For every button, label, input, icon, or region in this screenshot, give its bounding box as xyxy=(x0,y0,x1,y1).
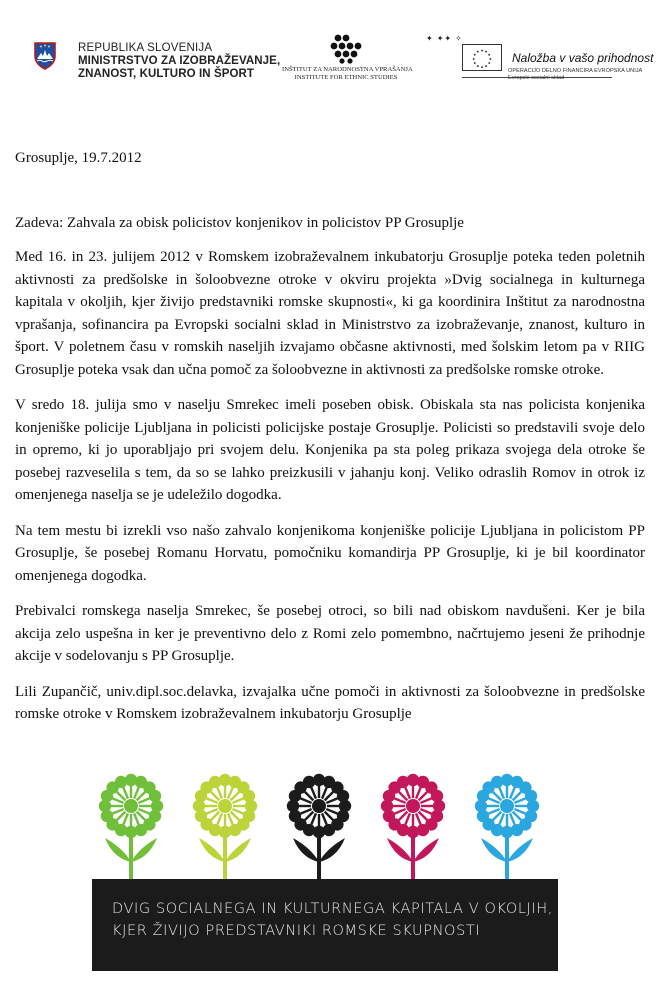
institute-line-2: INSTITUTE FOR ETHNIC STUDIES xyxy=(294,74,398,81)
project-banner-line-1: DVIG SOCIALNEGA IN KULTURNEGA KAPITALA V OKOLJIH, xyxy=(112,901,553,917)
paragraph: V sredo 18. julija smo v naselju Smrekec imeli poseben obisk. Obiskala sta nas policista konjenika konjeniške policije Ljubljana in policisti policijske postaje Grosuplje. Policisti so predstavili svoje delo in opremo, ki jo uporabljajo pri svojem delu. Konjenika pa sta poleg prikaza svojega dela otroke še posebej razveselila s tem, da so se lahko preizkusili v jahanju konj. Veliko odraslih Romov in otrok iz omenjenega naselja se je udeležilo dogodka. xyxy=(15,397,645,503)
eu-sub-line-2: Evropski socialni sklad xyxy=(508,75,565,81)
eu-logo xyxy=(418,34,654,90)
paragraph: Med 16. in 23. julijem 2012 v Romskem izobraževalnem inkubatorju Grosuplje poteka teden poletnih aktivnosti za predšolske in šoloobvezne otroke v okviru projekta »Dvig socialnega in kulturnega kapitala v okoljih, kjer živijo predstavniki romske skupnosti«, ki ga koordinira Inštitut za narodnostna vprašanja, sofinancira pa Evropski socialni sklad in Ministrstvo za izobraževanje, znanost, kulturo in šport. V poletnem času v romskih naseljih izvajamo občasne aktivnosti, med šolskim letom pa v RIIG Grosuplje poteka vsak dan učna pomoč za šoloobvezne in aktivnosti za predšolske romske otroke. xyxy=(15,249,645,378)
signature-paragraph: Lili Zupančič, univ.dipl.soc.delavka, izvajalka učne pomoči in aktivnosti za šoloobvezne in predšolske romske otroke v Romskem izobraževalnem inkubatorju Grosuplje xyxy=(15,683,645,722)
flower-icon xyxy=(287,774,351,886)
ministry-name xyxy=(78,42,280,81)
flower-icon xyxy=(99,774,163,886)
eu-flag-icon xyxy=(462,44,502,71)
flower-icon xyxy=(193,774,257,886)
project-flowers-logo xyxy=(88,768,558,888)
paragraph: Na tem mestu bi izrekli vso našo zahvalo konjenikoma konjeniške policije Ljubljana in policistom PP Grosuplje, še posebej Romanu Horvatu, pomočniku komandirja PP Grosuplje, ki je bil koordinator omenjenega dogodka. xyxy=(15,522,645,584)
paragraph: Prebivalci romskega naselja Smrekec, še posebej otroci, so bili nad obiskom navdušeni. Ker je bila akcija zelo uspešna in ker je preventivno delo z Romi zelo pomembno, načrtujemo jeseni že prihodnje akcije v sodelovanju s PP Grosuplje. xyxy=(15,603,645,664)
institute-name xyxy=(282,66,413,82)
letter-body xyxy=(15,246,645,739)
institute-line-1: INŠTITUT ZA NARODNOSTNA VPRAŠANJA xyxy=(282,66,413,73)
slovenia-coat-of-arms-icon xyxy=(34,42,56,70)
eu-sub-line-1: OPERACIJO DELNO FINANCIRA EVROPSKA UNIJA xyxy=(508,68,643,74)
eu-subtitle xyxy=(508,68,642,82)
ministry-line-2: MINISTRSTVO ZA IZOBRAŽEVANJE, xyxy=(78,55,281,67)
eu-slogan: Naložba v vašo prihodnost xyxy=(512,51,654,65)
letter-subject: Zadeva: Zahvala za obisk policistov konjenikov in policistov PP Grosuplje xyxy=(15,215,464,231)
eu-stars-icon: ✦ ✦✦ ✧ xyxy=(426,34,463,43)
letter-date: Grosuplje, 19.7.2012 xyxy=(15,150,142,166)
institute-dots-icon xyxy=(329,34,363,64)
ministry-logo xyxy=(34,40,279,90)
project-banner-line-2: KJER ŽIVIJO PREDSTAVNIKI ROMSKE SKUPNOSTI xyxy=(112,923,481,939)
project-banner xyxy=(92,879,558,971)
institute-logo xyxy=(282,34,413,90)
ministry-line-1: REPUBLIKA SLOVENIJA xyxy=(78,42,213,54)
flower-icon xyxy=(381,774,445,886)
project-banner-text xyxy=(112,898,553,942)
flower-icon xyxy=(475,774,539,886)
ministry-line-3: ZNANOST, KULTURO IN ŠPORT xyxy=(78,68,255,80)
